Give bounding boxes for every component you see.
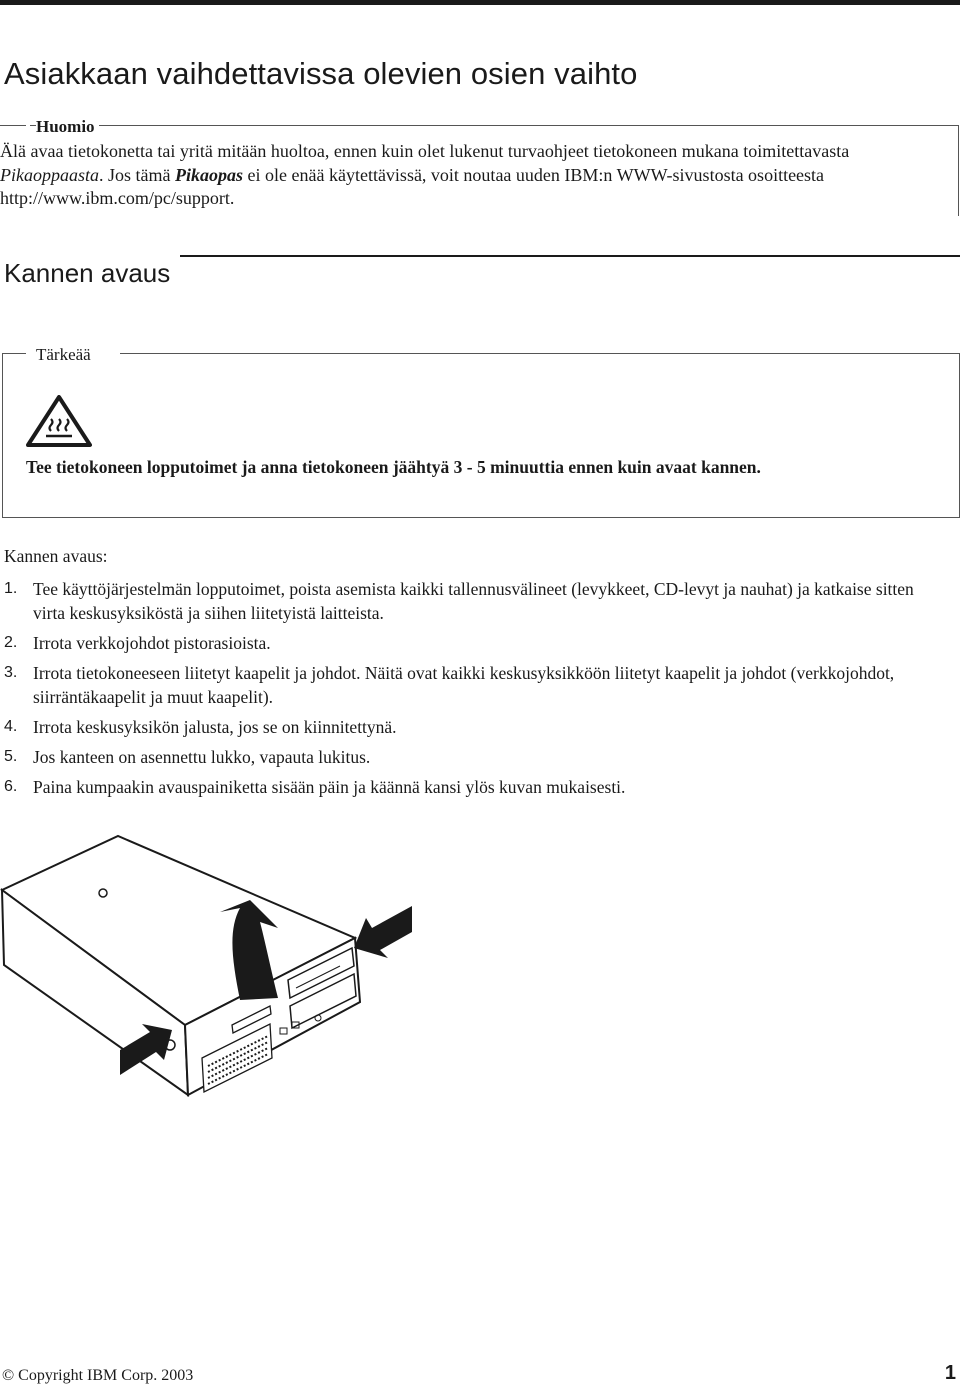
step-number: 1. <box>4 580 18 597</box>
page-number: 1 <box>944 1362 956 1384</box>
step-number: 4. <box>4 718 18 735</box>
step-number: 2. <box>4 634 18 651</box>
computer-cover-removal-illustration <box>0 820 430 1100</box>
note-emphasis: Pikaoppaasta <box>0 164 99 185</box>
note-text-part: Älä avaa tietokonetta tai yritä mitään huoltoa, ennen kuin olet lukenut turvaohjeet tietokoneen mukana toimitettavasta <box>0 141 850 161</box>
note-text-part: . Jos tämä <box>99 164 175 185</box>
hot-surface-warning-icon <box>26 395 92 447</box>
section-title: Kannen avaus <box>4 258 171 288</box>
steps-intro: Kannen avaus: <box>4 546 108 566</box>
step-number: 6. <box>4 778 18 795</box>
steps-list <box>4 577 944 805</box>
step-number: 5. <box>4 748 18 765</box>
page-title: Asiakkaan vaihdettavissa olevien osien vaihto <box>4 56 638 91</box>
important-label: Tärkeää <box>36 345 91 364</box>
note-text <box>0 140 900 211</box>
list-item <box>4 577 944 625</box>
step-number: 3. <box>4 664 18 681</box>
step-text: Irrota verkkojohdot pistorasioista. <box>33 633 271 653</box>
important-box <box>2 353 960 518</box>
list-item <box>4 745 944 769</box>
list-item <box>4 775 944 799</box>
note-title: Huomio <box>36 117 99 137</box>
note-emphasis-bold: Pikaopas <box>175 164 244 185</box>
list-item <box>4 661 944 709</box>
section-rule <box>180 255 960 257</box>
step-text: Tee käyttöjärjestelmän lopputoimet, poista asemista kaikki tallennusvälineet (levykkeet, CD-levyt ja nauhat) ja katkaise sitten virta keskusyksiköstä ja siihen liitetyistä laitteista. <box>33 579 914 623</box>
important-text: Tee tietokoneen lopputoimet ja anna tietokoneen jäähtyä 3 - 5 minuuttia ennen kuin avaat kannen. <box>26 457 761 477</box>
step-text: Paina kumpaakin avauspainiketta sisään päin ja käännä kansi ylös kuvan mukaisesti. <box>33 777 626 797</box>
note-text-part: ei ole enää käytettävissä, voit noutaa uuden IBM:n WWW-sivustosta osoitteesta http://www.ibm.com/pc/support. <box>0 164 825 208</box>
top-rule <box>0 0 960 5</box>
list-item <box>4 715 944 739</box>
copyright-notice: © Copyright IBM Corp. 2003 <box>2 1367 194 1384</box>
step-text: Irrota tietokoneeseen liitetyt kaapelit ja johdot. Näitä ovat kaikki keskusyksikköön liitetyt kaapelit ja johdot (verkkojohdot, siirräntäkaapelit ja muut kaapelit). <box>33 663 895 707</box>
step-text: Irrota keskusyksikön jalusta, jos se on kiinnitettynä. <box>33 717 397 737</box>
list-item <box>4 631 944 655</box>
step-text: Jos kanteen on asennettu lukko, vapauta lukitus. <box>33 747 371 767</box>
